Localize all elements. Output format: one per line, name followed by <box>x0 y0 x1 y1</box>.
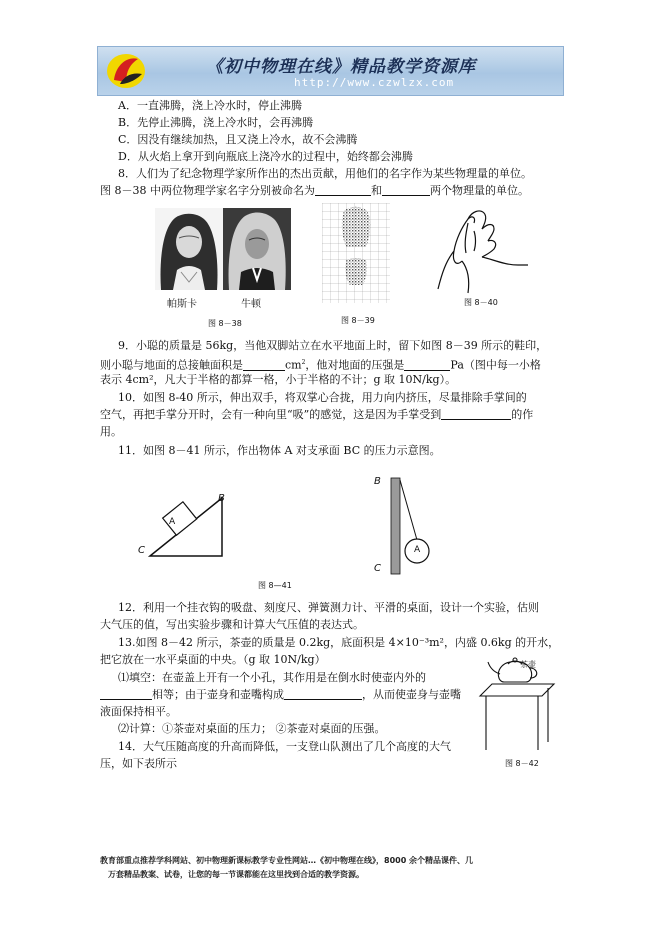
site-logo-icon <box>104 50 148 92</box>
q13-line4-a: 相等；由于壶身和壶嘴构成 <box>152 688 284 701</box>
teapot-table-drawing <box>478 656 558 752</box>
incline-block-label: A <box>169 517 176 527</box>
q13-line5: 液面保持相平。 <box>100 705 177 718</box>
fig39-caption: 图 8－39 <box>341 316 375 325</box>
footprint-grid <box>322 203 390 303</box>
pressed-hands-drawing <box>432 203 532 295</box>
fig42-caption: 图 8－42 <box>505 759 539 768</box>
ball-label: A <box>414 545 421 555</box>
q10-blank[interactable] <box>441 408 511 420</box>
q13-blank-1[interactable] <box>100 688 152 700</box>
q8-line2 <box>100 184 529 197</box>
q13-line1: 13.如图 8－42 所示，茶壶的质量是 0.2kg，底面积是 4×10⁻³m²，内盛 0.6kg 的开水， <box>118 636 560 649</box>
newton-portrait <box>223 208 291 290</box>
q12-line1: 12．利用一个挂衣钩的吸盘、刻度尺、弹簧测力计、平滑的桌面，设计一个实验，估则 <box>118 601 539 614</box>
q10-line2 <box>100 408 533 421</box>
pascal-portrait <box>155 208 223 290</box>
q8-line2-a: 图 8－38 中两位物理学家名字分别被命名为 <box>100 184 315 197</box>
q8-blank-2[interactable] <box>382 184 430 196</box>
q13-line3: ⑴填空：在壶盖上开有一个小孔，其作用是在倒水时使壶内外的 <box>118 671 426 684</box>
q13-line6: ⑵计算：①茶壶对桌面的压力； ②茶壶对桌面的压强。 <box>118 722 386 735</box>
q13-blank-2[interactable] <box>284 688 362 700</box>
q11-line1: 11．如图 8－41 所示，作出物体 A 对支承面 BC 的压力示意图。 <box>118 444 441 457</box>
q8-line1: 8．人们为了纪念物理学家所作出的杰出贡献，用他们的名字作为某些物理量的单位。 <box>118 167 532 180</box>
q7-option-a: A．一直沸腾，浇上冷水时，停止沸腾 <box>118 99 302 112</box>
q9-unit-cm: cm <box>285 358 302 372</box>
q13-line4 <box>100 688 461 701</box>
q7-option-d: D．从火焰上拿开到向瓶底上浇冷水的过程中，始终都会沸腾 <box>118 150 413 163</box>
q8-line2-b: 和 <box>371 184 382 197</box>
q9-line2 <box>100 356 541 372</box>
q13-line2: 把它放在一水平桌面的中央。（g 取 10N/kg） <box>100 653 326 666</box>
wall-point-b: B <box>374 476 381 487</box>
teapot-label: 茶壶 <box>520 660 536 669</box>
q9-line1: 9．小聪的质量是 56kg，当他双脚站立在水平地面上时，留下如图 8－39 所示的鞋印， <box>118 339 548 352</box>
q14-line1: 14．大气压随高度的升高而降低，一支登山队测出了几个高度的大气 <box>118 740 451 753</box>
wall-point-c: C <box>374 563 381 574</box>
pascal-name: 帕斯卡 <box>167 299 197 310</box>
banner-url: http://www.czwlzx.com <box>294 76 455 89</box>
incline-diagram <box>140 490 230 560</box>
incline-point-c: C <box>138 545 145 556</box>
wall-ball-diagram <box>385 476 445 576</box>
q10-line2-b: 的作 <box>511 408 534 421</box>
newton-name: 牛顿 <box>241 299 261 310</box>
q9-line2-a: 则小聪与地面的总接触面积是 <box>100 358 243 372</box>
q13-line4-b: ，从而使壶身与壶嘴 <box>362 688 461 701</box>
q10-line2-a: 空气，再把手掌分开时，会有一种向里“吸”的感觉，这是因为手掌受到 <box>100 408 442 421</box>
footer-line2: 万套精品教案、试卷，让您的每一节课都能在这里找到合适的教学资源。 <box>108 870 364 879</box>
fig40-caption: 图 8－40 <box>464 298 498 307</box>
q9-unit-sup: 2 <box>301 359 306 366</box>
incline-point-b: B <box>218 493 225 504</box>
footer-line1: 教育部重点推荐学科网站、初中物理新课标教学专业性网站…《初中物理在线》，8000 余个精品课件、几 <box>100 856 474 865</box>
banner-title: 《初中物理在线》精品教学资源库 <box>206 57 476 77</box>
q14-line2: 压，如下表所示 <box>100 757 177 770</box>
q7-option-c: C．因没有继续加热，且又浇上冷水，故不会沸腾 <box>118 133 358 146</box>
q9-line2-c: ，他对地面的压强是 <box>305 358 405 372</box>
q10-line3: 用。 <box>100 425 122 438</box>
q9-blank-area[interactable] <box>243 359 285 371</box>
q12-line2: 大气压的值，写出实验步骤和计算大气压值的表达式。 <box>100 618 364 631</box>
q9-line3: 表示 4cm²，凡大于半格的都算一格，小于半格的不计；g 取 10N/kg）。 <box>100 373 457 386</box>
q8-line2-c: 两个物理量的单位。 <box>430 184 529 197</box>
fig38-caption: 图 8－38 <box>208 319 242 328</box>
fig41-caption: 图 8—41 <box>258 581 292 590</box>
q9-line2-d: Pa（图中每一小格 <box>450 358 541 372</box>
q9-blank-pressure[interactable] <box>404 359 450 371</box>
q10-line1: 10．如图 8-40 所示，伸出双手，将双掌心合拢，用力向内挤压，尽量排除手掌间的 <box>118 391 527 404</box>
site-banner <box>97 46 564 96</box>
q8-blank-1[interactable] <box>315 184 371 196</box>
q7-option-b: B．先停止沸腾，浇上冷水时，会再沸腾 <box>118 116 314 129</box>
